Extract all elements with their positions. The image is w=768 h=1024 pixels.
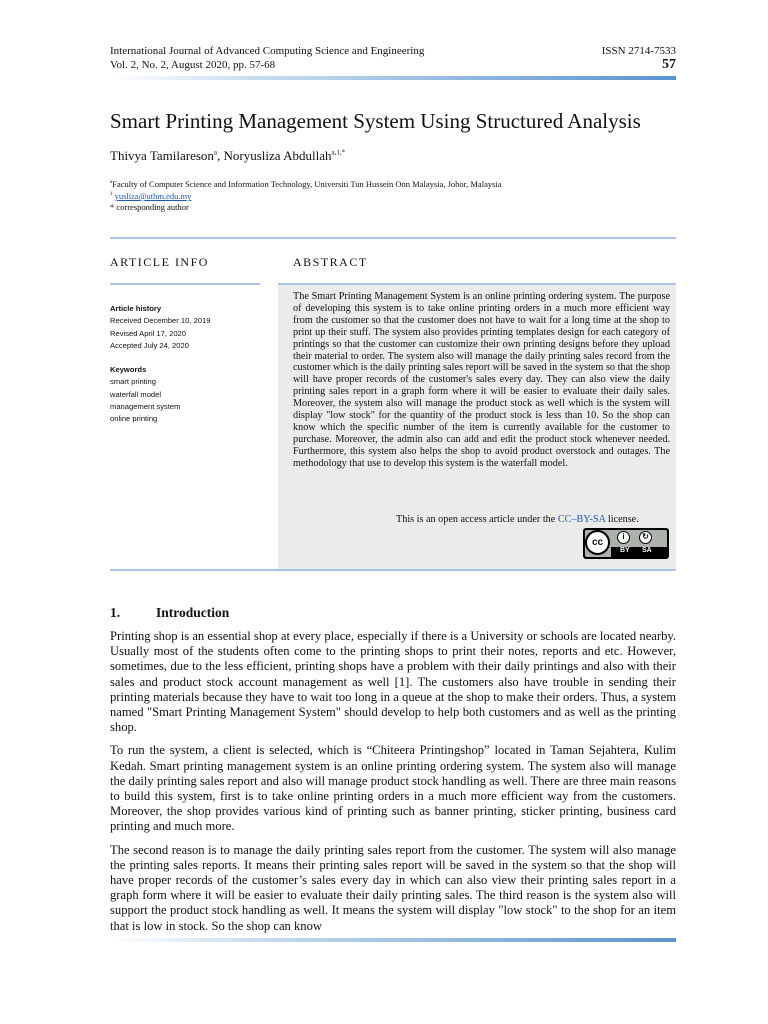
email-link[interactable]: yusliza@uthm.edu.my bbox=[114, 190, 192, 201]
affiliation bbox=[110, 177, 502, 190]
author-line bbox=[110, 148, 345, 164]
abstract-heading: ABSTRACT bbox=[293, 255, 368, 269]
email-line bbox=[110, 189, 191, 202]
attribution-icon: i bbox=[617, 531, 630, 544]
license-prefix: This is an open access article under the bbox=[396, 514, 556, 525]
keywords-label: Keywords bbox=[110, 365, 147, 375]
affiliation-text: Faculty of Computer Science and Information Technology, Universiti Tun Hussein Onn Malaysia, Johor, Malaysia bbox=[112, 178, 502, 189]
article-info-heading: ARTICLE INFO bbox=[110, 255, 209, 269]
license-link[interactable]: CC–BY-SA bbox=[557, 514, 606, 525]
section-heading: Introduction bbox=[156, 605, 230, 620]
article-info-rule bbox=[110, 283, 260, 285]
share-alike-icon: ↻ bbox=[639, 531, 652, 544]
journal-name: International Journal of Advanced Computing Science and Engineering bbox=[110, 45, 425, 57]
keyword: management system bbox=[110, 402, 181, 412]
paragraph: To run the system, a client is selected, which is “Chiteera Printingshop” located in Taman Sejahtera, Kulim Kedah. Smart printing management system is an online printing ordering system. The system also will manage the daily printing sales report and also will manage product stock handling as well. There are three main reasons to build this system, first is to take online printing orders in a much more efficient way from the customers. Moreover, the shop provides various kind of printing such as banner printing, sticker printing, business card printing and much more. bbox=[110, 743, 676, 834]
volume-info: Vol. 2, No. 2, August 2020, pp. 57-68 bbox=[110, 59, 276, 71]
accepted-date: Accepted July 24, 2020 bbox=[110, 340, 189, 350]
article-history-label: Article history bbox=[110, 304, 162, 313]
keyword: online printing bbox=[110, 414, 158, 424]
cc-license-badge[interactable] bbox=[583, 528, 669, 559]
page-number: 57 bbox=[662, 57, 676, 72]
cc-sa-label: SA bbox=[642, 547, 652, 554]
revised-date: Revised April 17, 2020 bbox=[110, 328, 186, 338]
abstract-bottom-rule bbox=[110, 569, 676, 571]
paper-title: Smart Printing Management System Using Structured Analysis bbox=[110, 109, 641, 133]
intro-body bbox=[110, 629, 676, 942]
email-superscript: 1 bbox=[110, 192, 113, 197]
cc-icon: cc bbox=[585, 530, 610, 555]
keyword: smart printing bbox=[110, 377, 157, 387]
paragraph: Printing shop is an essential shop at every place, especially if there is a University or schools are located nearby. Usually most of the students often come to the printing shops to print their notes, reports and etc. However, sometimes, due to the less efficient, printing shops have a problem with their daily printings and also with their sales and product stock account management as well [1]. The customers also have trouble in sending their printing materials because they have to wait too long in a queue at the shop to make their orders. Thus, a system named "Smart Printing Management System" should develop to help both customers and as well as the printing shop. bbox=[110, 629, 676, 735]
section-rule bbox=[110, 237, 676, 239]
keyword: waterfall model bbox=[110, 389, 162, 399]
received-date: Received December 10, 2019 bbox=[110, 316, 211, 326]
author-superscript: a,1,* bbox=[331, 148, 346, 157]
issn: ISSN 2714-7533 bbox=[601, 45, 676, 57]
corresponding-note: * corresponding author bbox=[110, 202, 189, 212]
affiliation-superscript: a bbox=[110, 180, 113, 185]
license-suffix: license. bbox=[607, 514, 639, 525]
header-rule bbox=[110, 76, 676, 80]
abstract-text: The Smart Printing Management System is an online printing ordering system. The purpose of developing this system is to take online printing orders in a much more efficient way from the customer so that the customer does not have to wait for a long time at the shop to print up their stuff. The system also provides printing templates design for each category of printings so that the customer can customize their own printing designs before they upload their material to order. The system also will manage the daily printing sales record from the customer which is the daily printing sales report will be saved in the system so that the shop will have proper records of the customer's sales every day. They can also view the daily printing sales report in a graph form where it will be easier to evaluate their daily sales. Moreover, the system also will manage the product stock as well which is the system will display "low stock" for the quantity of the product stock is less than 10. So the shop can know which the specific number of the item is currently available for the customer to purchase. Moreover, the admin also can add and edit the product stock whenever needed. Furthermore, this system also helps the shop to avoid product overstock and outages. The methodology that use to develop this system is the waterfall model. bbox=[293, 291, 670, 469]
section-number: 1. bbox=[110, 605, 121, 620]
author-superscript: a bbox=[213, 148, 218, 157]
license-line bbox=[396, 514, 639, 525]
author-name: Thivya Tamilareson bbox=[110, 148, 214, 163]
author-separator: , bbox=[217, 148, 224, 163]
paragraph: The second reason is to manage the daily printing sales report from the customer. The system will also manage the printing sales reports. It means their printing sales report will be saved in the system so that the shop will have proper records of the customer’s sales every day in which can also view their printing sales report in a graph form where it will be easier to evaluate their daily printing sales. The third reason is the system also will support the product stock handling as well. It means the system will display "low stock" to the shop for an item that is low in stock. So the shop can know bbox=[110, 842, 676, 933]
cc-by-label: BY bbox=[620, 547, 630, 554]
footer-rule bbox=[110, 938, 676, 942]
author-name: Noryusliza Abdullah bbox=[223, 148, 332, 163]
article-history bbox=[110, 303, 270, 426]
